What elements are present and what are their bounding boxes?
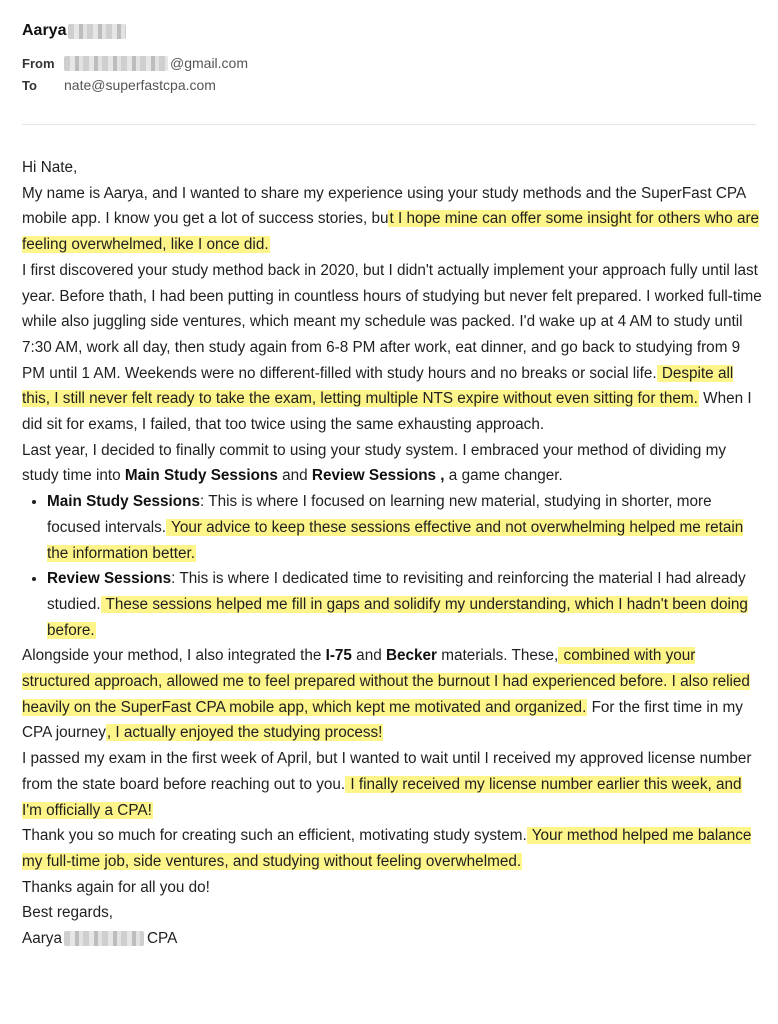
paragraph-result bbox=[22, 746, 764, 823]
highlight: Your advice to keep these sessions effective and not overwhelming helped me retain the information better. bbox=[47, 518, 744, 562]
highlight: These sessions helped me fill in gaps and solidify my understanding, which I hadn't been doing before. bbox=[47, 595, 748, 639]
bold-term: Review Sessions , bbox=[311, 467, 445, 485]
to-label: To bbox=[22, 77, 37, 93]
redacted-surname bbox=[64, 931, 144, 946]
highlight: combined with your structured approach, allowed me to feel prepared without the burnout I had experienced before. I also relied heavily on the SuperFast CPA mobile app, which kept me motivated and organized. bbox=[22, 647, 750, 716]
text-run: : This is where I dedicated time to revisiting and reinforcing the material I had already studied. bbox=[47, 570, 746, 613]
text-run: and bbox=[351, 647, 386, 665]
session-list bbox=[22, 489, 764, 643]
text-run: My name is Aarya, and I wanted to share my experience using your study methods and the SuperFast CPA mobile app. I know you get a lot of success stories, bu bbox=[22, 184, 746, 228]
to-address[interactable]: nate@superfastcpa.com bbox=[64, 77, 216, 93]
highlight: Your method helped me balance my full-time job, side ventures, and studying without feeling overwhelmed. bbox=[22, 827, 752, 870]
highlight: I finally received my license number earlier this week, and I'm officially a CPA! bbox=[22, 775, 742, 819]
redacted-email-user bbox=[64, 56, 168, 71]
text-run: I passed my exam in the first week of April, but I wanted to wait until I received my approved license number from the state board before reaching out to you. bbox=[22, 750, 752, 793]
email-body bbox=[22, 155, 764, 952]
closing: Best regards, bbox=[22, 904, 113, 922]
text-run: When I did sit for exams, I failed, that too twice using the same exhausting approach. bbox=[22, 390, 752, 434]
text-run: Last year, I decided to finally commit to using your study system. I embraced your method of dividing my study time into bbox=[22, 441, 726, 485]
bold-term: Review Sessions bbox=[47, 570, 172, 588]
bold-term: I-75 bbox=[325, 647, 352, 665]
text-run: : This is where I focused on learning new material, studying in shorter, more focused intervals. bbox=[47, 493, 712, 536]
thanks-line: Thanks again for all you do! bbox=[22, 878, 210, 896]
paragraph-thanks bbox=[22, 823, 764, 874]
email-header bbox=[22, 20, 762, 96]
highlight: t I hope mine can offer some insight for others who are feeling overwhelmed, like I once did. bbox=[22, 210, 760, 254]
bold-term: Main Study Sessions bbox=[47, 493, 201, 511]
from-label: From bbox=[22, 55, 55, 71]
to-row bbox=[22, 74, 762, 96]
text-run: and bbox=[277, 467, 312, 485]
bold-term: Main Study Sessions bbox=[124, 467, 278, 485]
highlight: , I actually enjoyed the studying process! bbox=[106, 724, 383, 742]
text-run: For the first time in my CPA journey bbox=[22, 698, 743, 742]
text-run: materials. These, bbox=[437, 647, 559, 665]
signature-first-name: Aarya bbox=[22, 930, 62, 948]
from-address[interactable] bbox=[64, 55, 248, 71]
paragraph-materials bbox=[22, 643, 764, 746]
paragraph-intro bbox=[22, 181, 764, 258]
from-row bbox=[22, 52, 762, 74]
highlight: Despite all this, I still never felt ready to take the exam, letting multiple NTS expire without even sitting for them. bbox=[22, 364, 734, 408]
redacted-surname bbox=[68, 24, 126, 39]
greeting: Hi Nate, bbox=[22, 159, 78, 176]
paragraph-background bbox=[22, 258, 764, 438]
sender-first-name: Aarya bbox=[22, 22, 67, 39]
sender-name bbox=[22, 20, 762, 42]
paragraph-method bbox=[22, 438, 764, 489]
signature-suffix: CPA bbox=[146, 930, 178, 948]
text-run: Alongside your method, I also integrated the bbox=[22, 647, 326, 665]
list-item bbox=[47, 489, 764, 566]
header-divider bbox=[22, 124, 756, 125]
signature bbox=[22, 926, 764, 952]
text-run: Thank you so much for creating such an efficient, motivating study system. bbox=[22, 827, 527, 845]
list-item bbox=[47, 566, 764, 643]
from-domain: @gmail.com bbox=[170, 55, 249, 71]
bold-term: Becker bbox=[385, 647, 437, 665]
text-run: a game changer. bbox=[444, 467, 563, 485]
text-run: I first discovered your study method back in 2020, but I didn't actually implement your approach fully until last year. Before thath, I had been putting in countless hours of studying but never felt prepared. I worked full-time while also juggling side ventures, which meant my schedule was packed. I'd wake up at 4 AM to study until 7:30 AM, work all day, then study again from 6-8 PM after work, eat dinner, and go back to studying from 9 PM until 1 AM. Weekends were no different-filled with study hours and no breaks or social life. bbox=[22, 261, 762, 382]
